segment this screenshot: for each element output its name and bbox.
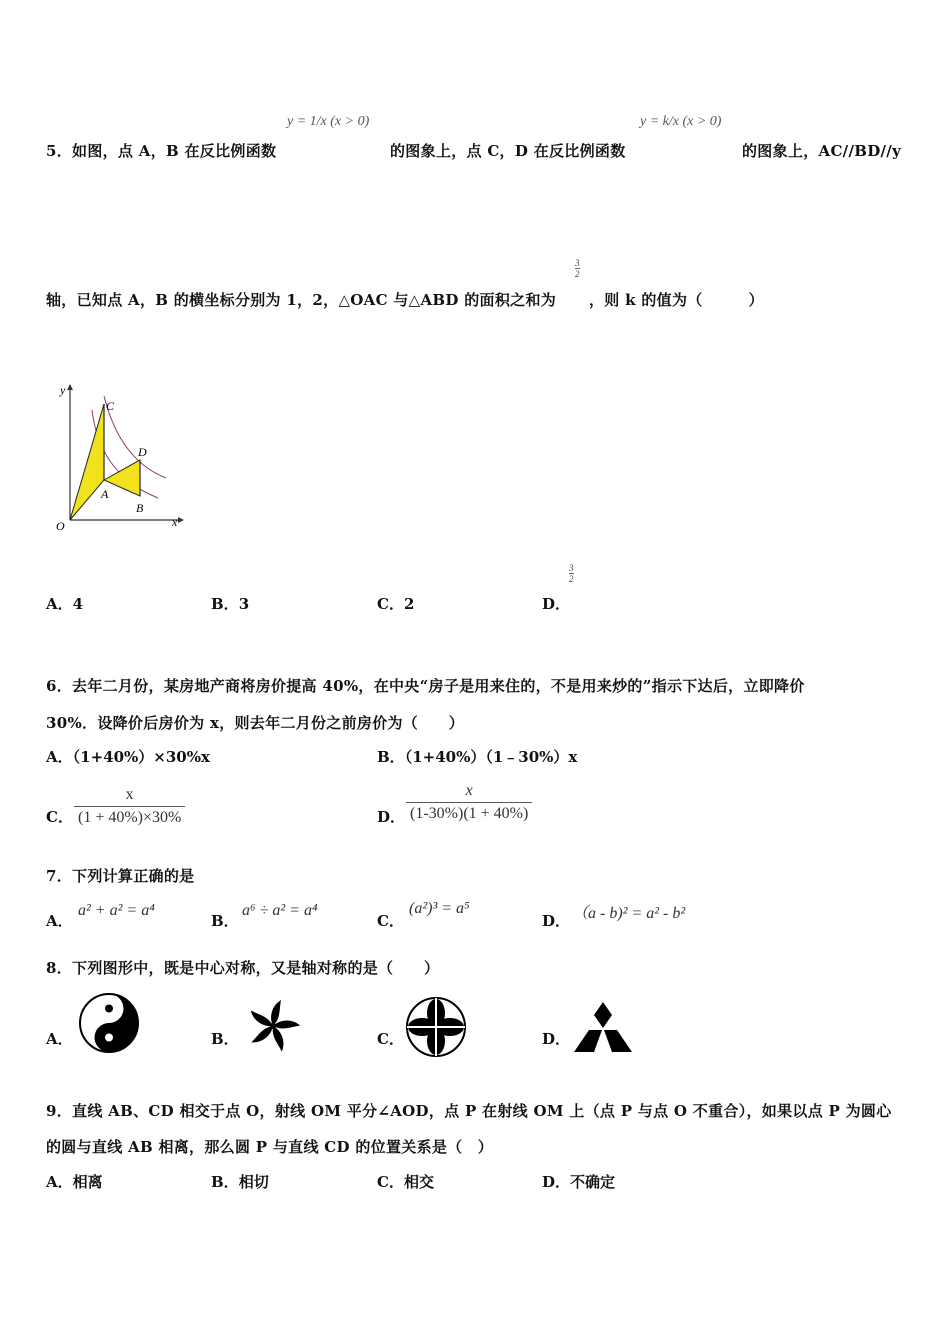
q5-formula-2: y = k/x (x > 0) (640, 114, 722, 129)
q7-option-a-letter[interactable]: A． (46, 912, 73, 930)
fig-d-label: D (138, 445, 147, 459)
q6-line1: 6．去年二月份，某房地产商将房价提高 40%，在中央“房子是用来住的，不是用来炒的”指示下达后，立即降价 (46, 677, 805, 695)
q5-option-b[interactable]: B．3 (211, 595, 250, 613)
q8-option-d-letter[interactable]: D． (542, 1030, 571, 1048)
q7-option-c-expr: (a²)³ = a⁵ (409, 900, 470, 917)
fig-o-label: O (56, 519, 65, 533)
fig-x-label: x (172, 515, 178, 529)
q8-option-b-letter[interactable]: B． (211, 1030, 239, 1048)
fig-c-label: C (106, 399, 115, 413)
q9-line2: 的圆与直线 AB 相离，那么圆 P 与直线 CD 的位置关系是（ ） (46, 1138, 494, 1156)
q5-formula-1: y = 1/x (x > 0) (287, 114, 370, 129)
q5-line1-part-a: 5．如图，点 A，B 在反比例函数 (46, 142, 277, 160)
q6-line2: 30%．设降价后房价为 x，则去年二月份之前房价为（ ） (46, 714, 464, 732)
q7-title: 7．下列计算正确的是 (46, 867, 195, 885)
q6-option-d-fraction: $\frac{x}{(1-30\%)(1 + 40\%)}$ (406, 782, 532, 823)
q6-option-a[interactable]: A．（1+40%）×30%x (46, 748, 210, 766)
q9-option-c[interactable]: C．相交 (377, 1173, 434, 1191)
q6-option-c-fraction: $\frac{x}{(1 + 40\%)\times 30\%}$ (74, 786, 185, 827)
q6-option-d-letter[interactable]: D． (377, 808, 406, 826)
q5-option-d[interactable]: D． (542, 595, 571, 613)
pinwheel-icon (242, 996, 304, 1056)
q8-option-a-letter[interactable]: A． (46, 1030, 73, 1048)
three-diamonds-icon (572, 1000, 634, 1056)
yin-yang-icon (78, 992, 140, 1054)
q7-option-c-letter[interactable]: C． (377, 912, 404, 930)
q9-option-b[interactable]: B．相切 (211, 1173, 269, 1191)
q5-line1-part-c: 的图象上，AC//BD//y (742, 142, 902, 160)
q8-title: 8．下列图形中，既是中心对称，又是轴对称的是（ ） (46, 959, 440, 977)
q9-option-d[interactable]: D．不确定 (542, 1173, 616, 1191)
q7-option-b-letter[interactable]: B． (211, 912, 239, 930)
fig-b-label: B (136, 501, 144, 515)
q5-hyperbola-figure (48, 380, 188, 535)
q5-option-d-fraction: $\frac{3}{2}$ (569, 563, 574, 584)
q6-option-c-letter[interactable]: C． (46, 808, 73, 826)
q7-option-b-expr: a⁶ ÷ a² = a⁴ (242, 902, 318, 919)
q5-line2-part-a: 轴，已知点 A，B 的横坐标分别为 1，2，△OAC 与△ABD 的面积之和为 (46, 291, 557, 309)
q5-line2-part-b: ，则 k 的值为（ ） (589, 291, 764, 309)
q7-option-d-letter[interactable]: D． (542, 912, 571, 930)
q5-line1-part-b: 的图象上，点 C，D 在反比例函数 (390, 142, 626, 160)
q6-option-b[interactable]: B．（1+40%）（1﹣30%）x (377, 748, 578, 766)
four-petal-circle-icon (405, 996, 467, 1058)
q5-option-c[interactable]: C．2 (377, 595, 415, 613)
q7-option-d-expr: （a - b)² = a² - b² (572, 905, 686, 922)
q7-option-a-expr: a² + a² = a⁴ (78, 902, 155, 919)
q5-fraction-3-2: $\frac{3}{2}$ (575, 258, 580, 279)
fig-a-label: A (101, 487, 109, 501)
q9-option-a[interactable]: A．相离 (46, 1173, 103, 1191)
q9-line1: 9．直线 AB、CD 相交于点 O，射线 OM 平分∠AOD，点 P 在射线 OM 上（点 P 与点 O 不重合），如果以点 P 为圆心 (46, 1102, 892, 1120)
q8-option-c-letter[interactable]: C． (377, 1030, 404, 1048)
q5-option-a[interactable]: A．4 (46, 595, 84, 613)
fig-y-label: y (60, 383, 66, 397)
